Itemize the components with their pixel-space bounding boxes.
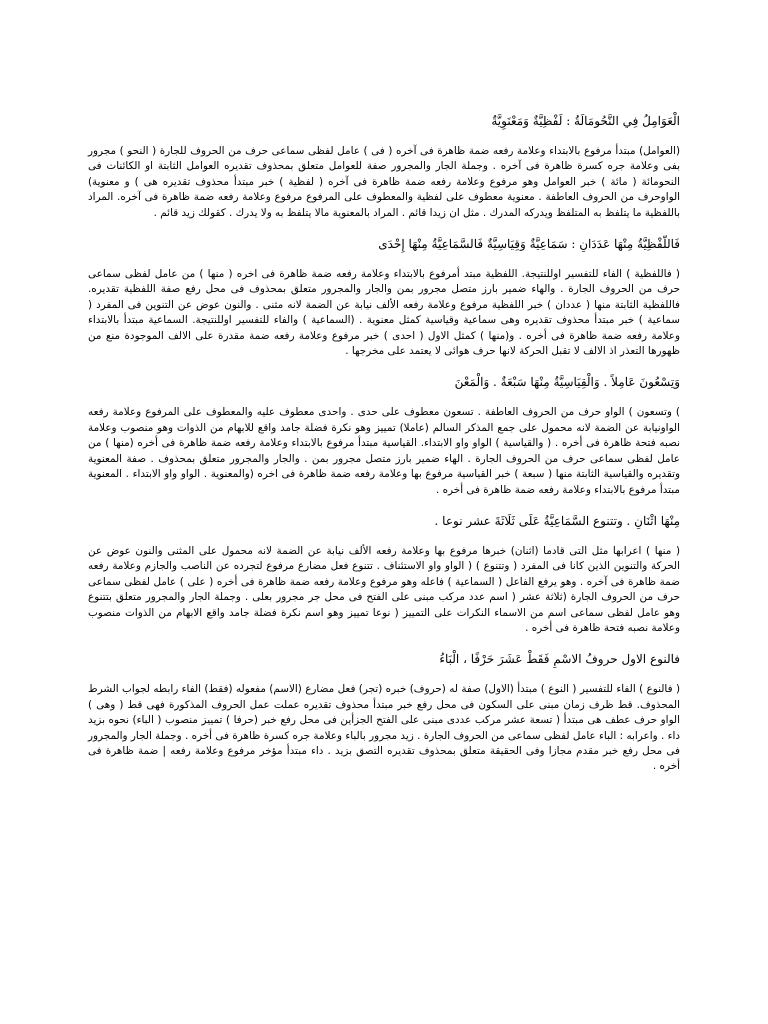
section-heading-4: مِنْهَا اثْنَانِ . وتتنوع السَّمَاعِيَّةُ عَلَى ثَلَاثَةَ عشر نوعا . (434, 513, 680, 528)
section-heading-5: فالنوع الاول حروفُ الاسْمِ فَقَطْ عَشَرَ حَرْفًا ، الْبَاءُ (439, 652, 680, 667)
section-heading-1: الْعَوَامِلُ فِي النَّحُومَالَةُ : لَفْظِيَّةٌ وَمَعْنَوِيَّةٌ (491, 114, 680, 128)
section-heading-2: فَاللَّفْظِيَّةُ مِنْهَا عَدَدَانِ : سَمَاعِيَّةٌ وَقِيَاسِيَّةٌ فَالسَّمَاعِيَّةُ مِنْهَا إِحْدَى (378, 237, 680, 252)
section-heading-3: وَتِسْعُونَ عَامِلاً . وَالْقِيَاسِيَّةُ مِنْهَا سَبْعَةٌ . وَالْمَعْنَ (454, 375, 680, 390)
section-paragraph-4: ( منها ) اعرابها مثل التى قادما (اثنان) خبرها مرفوع بها وعلامة رفعه الألف نيابة عن الضمة لانه محمول على المثنى والنون عوض عن الحركة والتنوين الذين كانا فى المفرد ( وتتنوع ) ( الواو واو الاستئناف . تتنوع فعل مضارع مرفوع لتجرده عن الناصب والجازم وعلامة رفعه ضمة ظاهرة فى آخره . وهو يرفع الفاعل ( السماعية ) فاعله وهو مرفوع وعلامة رفعه ضمة ظاهرة فى أخره ( على ) عامل لفظى سماعى حرف من الحروف الجارة (ثلاثة عشر ( اسم عدد مركب مبنى على الفتح فى محل جر مجرور بعلى . وجملة الجار والمجرور متعلق بتتنوع وهو عامل لفظى سماعى اسم من الاسماء النكرات على التمييز ( نوعا تمييز وهو اسم نكرة فضلة جامد واقع الابهام من الذوات منصوب وعلامة نصبه فتحة ظاهرة فى أخره . (88, 544, 680, 634)
section-paragraph-3: ) وتسعون ) الواو حرف من الحروف العاطفة . تسعون معطوف على حدى . واحدى معطوف عليه والمعطوف على المرفوع وعلامة رفعه الواونيابة عن الضمة لانه محمول على جمع المذكر السالم (عاملا) تمييز وهو نكرة فضلة جامد واقع للابهام من الذوات وهو منصوب وعلامة نصبه فتحة ظاهرة فى أخره . ( والقياسية ) الواو واو الابتداء. القياسية مبتدأ مرفوع بالابتداء وعلامة رفعه ضمة ظاهرة فى أخره (منها ) من عامل لفظى سماعى حرف من الحروف الجارة . الهاء ضمير بارز متصل مجرور بمن . والجار والمجرور متعلق بمحذوف . صفة المعنوية وتقديره والقياسية الثابتة منها ( سبعة ) خبر القياسية مرفوع بها وعلامة رفعه ضمة ظاهرة فى اخره (والمعنوية . الواو واو الابتداء . المعنوية مبتدأ مرفوع بالابتداء وعلامة رفعه ضمة ظاهرة فى أخره . (88, 406, 680, 496)
section-paragraph-2: ( فاللفظية ) الفاء للتفسير اوللنتيجة. اللفظية مبتد أمرفوع بالابتداء وعلامة رفعه ضمة ظاهرة فى اخره ( منها ) من عامل لفظى سماعى حرف من الحروف الجارة . والهاء ضمير بارز متصل مجرور بمن والجار والمجرور متعلق بمحذوف فى محل رفع صفة اللفظية تقديره. فاللفظية الثابتة منها ( عددان ) خبر اللفظية مرفوع وعلامة رفعه الألف نيابة عن الضمة لانه مثنى . والنون عوض عن التنوين فى المفرد ( سماعية ) خبر مبتدأ محذوف تقديره وهى سماعية وقياسية كمثل معنوية . (السماعية ) والفاء للتفسير اوللنتيجة. السماعية مبتدأ بالابتداء وعلامة رفعه ضمة ظاهرة فى أخره . و(منها ) كمثل الاول ( احدى ) خبر مرفوع وعلامة رفعه ضمة مقدرة على الالف الموجودة منع من ظهورها التعذر اذ الالف لا تقبل الحركة لانها حرف هوائى لا يعتمد على مخرجها . (88, 268, 680, 358)
document-page (88, 112, 680, 789)
section-paragraph-1: (العوامل) مبتدأ مرفوع بالابتداء وعلامة رفعه ضمة ظاهرة فى آخره ( فى ) عامل لفظى سماعى حرف من الحروف للجارة ( النحو ) مجرور بفى وعلامة جره كسرة ظاهرة فى آخره . وجملة الجار والمجرور صفة للعوامل متعلق بمحذوف تقديره العوامل الثابتة او الكائنات فى النحومائة ( مائة ) خبر العوامل وهو مرفوع وعلامة رفعه ضمة ظاهرة فى آخره ( لفظية ) خبر مبتدأ محذوف تقديره هى ) و معنوية) الواوحرف من الحروف العاطفة . معنوية معطوف على لفظية والمعطوف على المرفوع مرفوع وعلامة رفعه ضمة ظاهرة فى آخره. المراد باللفظية ما يتلفظ به المتلفظ ويدركه المدرك . مثل ان زيدا قائم . المراد بالمعنوية مالا يتلفظ به ولا يدرك . كقولك زيد قائم . (88, 145, 680, 219)
section-paragraph-5: ( فالنوع ) الفاء للتفسير ( النوع ) مبتدأ (الاول) صفة له (حروف) خبره (تجر) فعل مضارع (الاسم) مفعوله (فقط) الفاء رابطه لجواب الشرط المحذوف. قط ظرف زمان مبنى على السكون فى محل رفع خبر مبتدأ محذوف تقديره عملت عمل الحروف المذكورة فهى قط ( وهى ) الواو حرف عطف هى مبتدأ ( تسعة عشر مركب عددى مبنى على الفتح الجزأين فى محل رفع خبر (حرفا ) تمييز منصوب ( الباء) نحوه بزيد داء . واعرابه : الباء عامل لفظى سماعى من الحروف الجارة . زيد مجرور بالباء وعلامة جره كسرة ظاهرة فى أخره . وجملة الجار والمجرور فى محل رفع خبر مقدم مجازا وفى الحقيقة متعلق بمحذوف تقديره التصق بزيد . داء مبتدأ مؤخر مرفوع وعلامة رفعه | ضمة ظاهرة فى أخره . (88, 683, 680, 773)
